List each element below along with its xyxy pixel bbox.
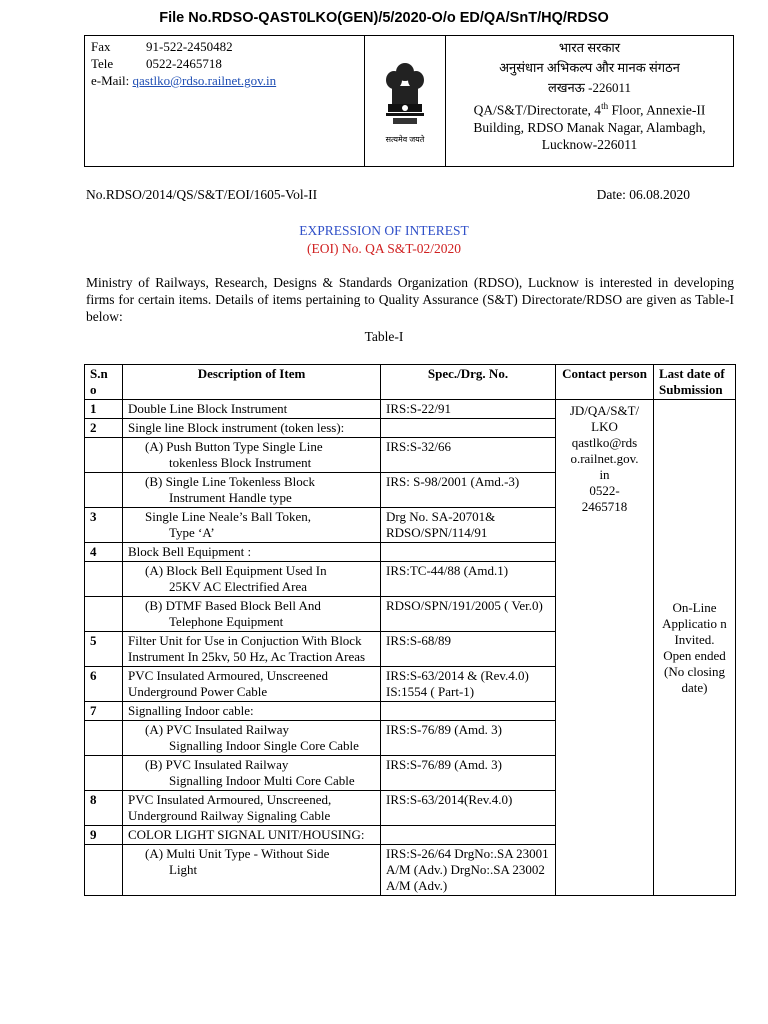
- item-description-line-1: (B) Single Line Tokenless Block: [145, 474, 315, 489]
- row-number: 7: [85, 702, 123, 721]
- row-number: [85, 845, 123, 896]
- email-label: e-Mail:: [91, 73, 130, 88]
- contact-line: qastlko@rds: [571, 435, 638, 450]
- row-number: 5: [85, 632, 123, 667]
- hindi-govt: भारत सरकार: [558, 40, 621, 55]
- row-number: [85, 597, 123, 632]
- item-spec: [381, 702, 556, 721]
- row-number: [85, 473, 123, 508]
- row-number: 1: [85, 400, 123, 419]
- item-description: [123, 597, 381, 632]
- item-spec: IRS: S-98/2001 (Amd.-3): [381, 473, 556, 508]
- item-description: Block Bell Equipment :: [123, 543, 381, 562]
- reference-number: No.RDSO/2014/QS/S&T/EOI/1605-Vol-II: [86, 187, 318, 202]
- item-spec: IRS:S-68/89: [381, 632, 556, 667]
- item-description: [123, 473, 381, 508]
- item-description-line-2: tokenless Block Instrument: [169, 455, 312, 470]
- table-header-row: [85, 365, 736, 400]
- item-spec: RDSO/SPN/191/2005 ( Ver.0): [381, 597, 556, 632]
- header-sno: S.n o: [85, 365, 123, 400]
- item-description-line-1: Single Line Neale’s Ball Token,: [145, 509, 312, 524]
- item-description: COLOR LIGHT SIGNAL UNIT/HOUSING:: [123, 826, 381, 845]
- header-description: Description of Item: [123, 365, 381, 400]
- last-date-submission: On-Line Applicatio n Invited. Open ended (No closing date): [654, 400, 736, 896]
- item-spec: IRS:TC-44/88 (Amd.1): [381, 562, 556, 597]
- item-description-line-1: (B) DTMF Based Block Bell And: [145, 598, 321, 613]
- item-spec: Drg No. SA-20701& RDSO/SPN/114/91: [381, 508, 556, 543]
- item-description-line-2: Telephone Equipment: [169, 614, 284, 629]
- item-description: Signalling Indoor cable:: [123, 702, 381, 721]
- item-spec: [381, 826, 556, 845]
- tele-label: Tele: [91, 56, 114, 71]
- address-line-2: Building, RDSO Manak Nagar, Alambagh,: [473, 119, 706, 135]
- row-number: [85, 721, 123, 756]
- reference-row: [86, 187, 734, 203]
- contact-line: LKO: [591, 419, 618, 434]
- fax-value: 91-522-2450482: [146, 39, 233, 54]
- item-description: [123, 562, 381, 597]
- emblem-motto: सत्यमेव जयते: [385, 134, 425, 144]
- table-row: [85, 400, 736, 419]
- row-number: 3: [85, 508, 123, 543]
- item-spec: IRS:S-63/2014 & (Rev.4.0) IS:1554 ( Part-1): [381, 667, 556, 702]
- item-description-line-2: Signalling Indoor Multi Core Cable: [169, 773, 355, 788]
- item-description-line-2: Instrument Handle type: [169, 490, 292, 505]
- item-spec: IRS:S-76/89 (Amd. 3): [381, 756, 556, 791]
- hindi-org: अनुसंधान अभिकल्प और मानक संगठन: [499, 60, 680, 75]
- contact-line: JD/QA/S&T/: [569, 403, 640, 418]
- item-spec: IRS:S-32/66: [381, 438, 556, 473]
- item-description: [123, 508, 381, 543]
- item-description-line-1: (A) Block Bell Equipment Used In: [145, 563, 327, 578]
- row-number: 2: [85, 419, 123, 438]
- contact-line: in: [599, 467, 610, 482]
- item-spec: IRS:S-26/64 DrgNo:.SA 23001 A/M (Adv.) DrgNo:.SA 23002 A/M (Adv.): [381, 845, 556, 896]
- file-number: File No.RDSO-QAST0LKO(GEN)/5/2020-O/o ED/QA/SnT/HQ/RDSO: [159, 10, 609, 26]
- tele-value: 0522-2465718: [146, 56, 222, 71]
- item-description-line-1: (A) Push Button Type Single Line: [145, 439, 323, 454]
- national-emblem-icon: [383, 58, 427, 130]
- row-number: 6: [85, 667, 123, 702]
- eoi-heading: [0, 222, 768, 258]
- fax-label: Fax: [91, 39, 111, 54]
- item-description-line-1: (A) PVC Insulated Railway: [145, 722, 290, 737]
- item-description-line-2: Type ‘A’: [169, 525, 215, 540]
- item-spec: [381, 419, 556, 438]
- item-description: [123, 721, 381, 756]
- row-number: [85, 562, 123, 597]
- row-number: 8: [85, 791, 123, 826]
- row-number: [85, 756, 123, 791]
- item-description: PVC Insulated Armoured, Unscreened Underground Power Cable: [123, 667, 381, 702]
- item-description: [123, 845, 381, 896]
- item-description-line-2: Signalling Indoor Single Core Cable: [169, 738, 359, 753]
- header-last-date: Last date of Submission: [654, 365, 736, 400]
- contact-block: [85, 36, 365, 166]
- item-description: [123, 438, 381, 473]
- item-description: Double Line Block Instrument: [123, 400, 381, 419]
- row-number: 4: [85, 543, 123, 562]
- item-description-line-1: (B) PVC Insulated Railway: [145, 757, 289, 772]
- letter-date: Date: 06.08.2020: [596, 187, 690, 202]
- item-description: Filter Unit for Use in Conjuction With Block Instrument In 25kv, 50 Hz, Ac Traction Areas: [123, 632, 381, 667]
- email-link[interactable]: qastlko@rdso.railnet.gov.in: [132, 73, 277, 88]
- item-spec: IRS:S-76/89 (Amd. 3): [381, 721, 556, 756]
- address-line-3: Lucknow-226011: [541, 136, 638, 152]
- contact-line: o.railnet.gov.: [570, 451, 639, 466]
- contact-line: 2465718: [581, 499, 628, 514]
- item-description: Single line Block instrument (token less):: [123, 419, 381, 438]
- item-description: PVC Insulated Armoured, Unscreened, Underground Railway Signaling Cable: [123, 791, 381, 826]
- item-spec: IRS:S-63/2014(Rev.4.0): [381, 791, 556, 826]
- row-number: [85, 438, 123, 473]
- contact-line: 0522-: [589, 483, 620, 498]
- hindi-city: लखनऊ -226011: [548, 80, 631, 95]
- items-table: [84, 364, 736, 896]
- item-spec: [381, 543, 556, 562]
- eoi-number: (EOI) No. QA S&T-02/2020: [307, 241, 461, 256]
- item-description-line-1: (A) Multi Unit Type - Without Side: [145, 846, 330, 861]
- item-description-line-2: Light: [169, 862, 198, 877]
- item-description: [123, 756, 381, 791]
- address-line-1: QA/S&T/Directorate, 4th Floor, Annexie-II: [473, 101, 706, 118]
- contact-person: [556, 400, 654, 896]
- organization-block: [446, 36, 733, 166]
- item-description-line-2: 25KV AC Electrified Area: [169, 579, 308, 594]
- emblem-block: [365, 36, 446, 166]
- header-spec: Spec./Drg. No.: [381, 365, 556, 400]
- item-spec: IRS:S-22/91: [381, 400, 556, 419]
- row-number: 9: [85, 826, 123, 845]
- eoi-title: EXPRESSION OF INTEREST: [299, 223, 469, 238]
- intro-paragraph: Ministry of Railways, Research, Designs & Standards Organization (RDSO), Lucknow is interested in developing firms for certain items. Details of items pertaining to Quality Assurance (S&T) Directorate/RDSO are given as Table-I below:: [86, 275, 734, 324]
- table-caption: Table-I: [364, 329, 404, 344]
- header-contact: Contact person: [556, 365, 654, 400]
- letterhead: [84, 35, 734, 167]
